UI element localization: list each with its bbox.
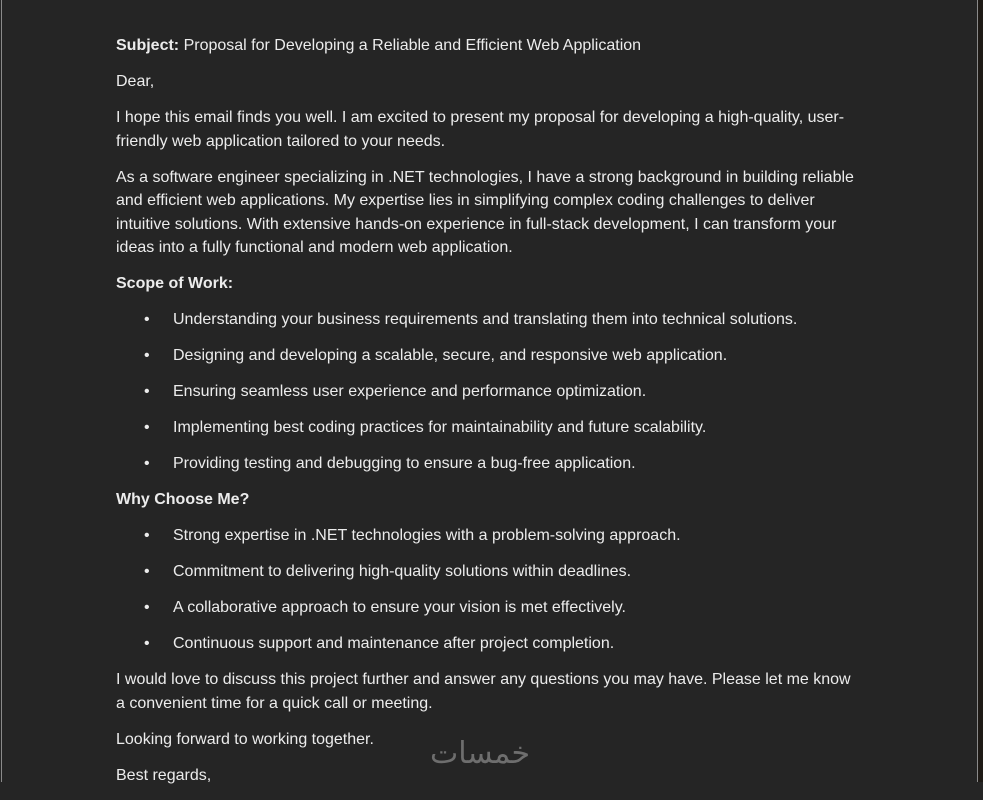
closing-paragraph: I would love to discuss this project further and answer any questions you may have. Please let me know a convenient time for a quick call or meeting. — [116, 671, 851, 712]
scope-list — [116, 308, 856, 476]
bullet-icon: • — [144, 599, 150, 616]
list-item — [116, 524, 856, 548]
list-item — [116, 632, 856, 656]
scope-heading: Scope of Work: — [116, 275, 234, 292]
regards: Best regards, — [116, 766, 212, 784]
why-heading: Why Choose Me? — [116, 491, 250, 508]
subject-line — [116, 34, 856, 58]
bullet-icon: • — [144, 635, 150, 652]
list-item-text: A collaborative approach to ensure your vision is met effectively. — [173, 599, 626, 616]
list-item — [116, 416, 856, 440]
bullet-icon: • — [144, 455, 150, 472]
list-item-text: Continuous support and maintenance after project completion. — [173, 635, 615, 652]
list-item-text: Designing and developing a scalable, secure, and responsive web application. — [173, 347, 728, 364]
khamsat-watermark-logo: خمسات — [430, 736, 531, 771]
list-item-text: Providing testing and debugging to ensure a bug-free application. — [173, 455, 636, 472]
bullet-icon: • — [144, 419, 150, 436]
greeting: Dear, — [116, 73, 155, 90]
subject-label: Subject: — [116, 37, 180, 54]
looking-forward: Looking forward to working together. — [116, 730, 374, 748]
bullet-icon: • — [144, 311, 150, 328]
list-item-text: Ensuring seamless user experience and performance optimization. — [173, 383, 647, 400]
list-item — [116, 560, 856, 584]
list-item-text: Commitment to delivering high-quality solutions within deadlines. — [173, 563, 632, 580]
intro-paragraph: I hope this email finds you well. I am excited to present my proposal for developing a high-quality, user-friendly web application tailored to your needs. — [116, 109, 845, 150]
bullet-icon: • — [144, 527, 150, 544]
why-list — [116, 524, 856, 656]
list-item — [116, 308, 856, 332]
list-item — [116, 452, 856, 476]
list-item — [116, 596, 856, 620]
list-item-text: Implementing best coding practices for maintainability and future scalability. — [173, 419, 707, 436]
background-paragraph: As a software engineer specializing in .NET technologies, I have a strong background in building reliable and efficient web applications. My expertise lies in simplifying complex coding challenges to deliver intuitive solutions. With extensive hands-on experience in full-stack development, I can transform your ideas into a fully functional and modern web application. — [116, 168, 854, 256]
bullet-icon: • — [144, 563, 150, 580]
list-item — [116, 380, 856, 404]
window-edge — [978, 0, 983, 782]
bullet-icon: • — [144, 347, 150, 364]
list-item-text: Understanding your business requirements and translating them into technical solutions. — [173, 311, 798, 328]
proposal-document — [116, 34, 856, 800]
list-item-text: Strong expertise in .NET technologies with a problem-solving approach. — [173, 527, 681, 544]
list-item — [116, 344, 856, 368]
subject-text: Proposal for Developing a Reliable and Efficient Web Application — [183, 37, 642, 54]
bullet-icon: • — [144, 383, 150, 400]
